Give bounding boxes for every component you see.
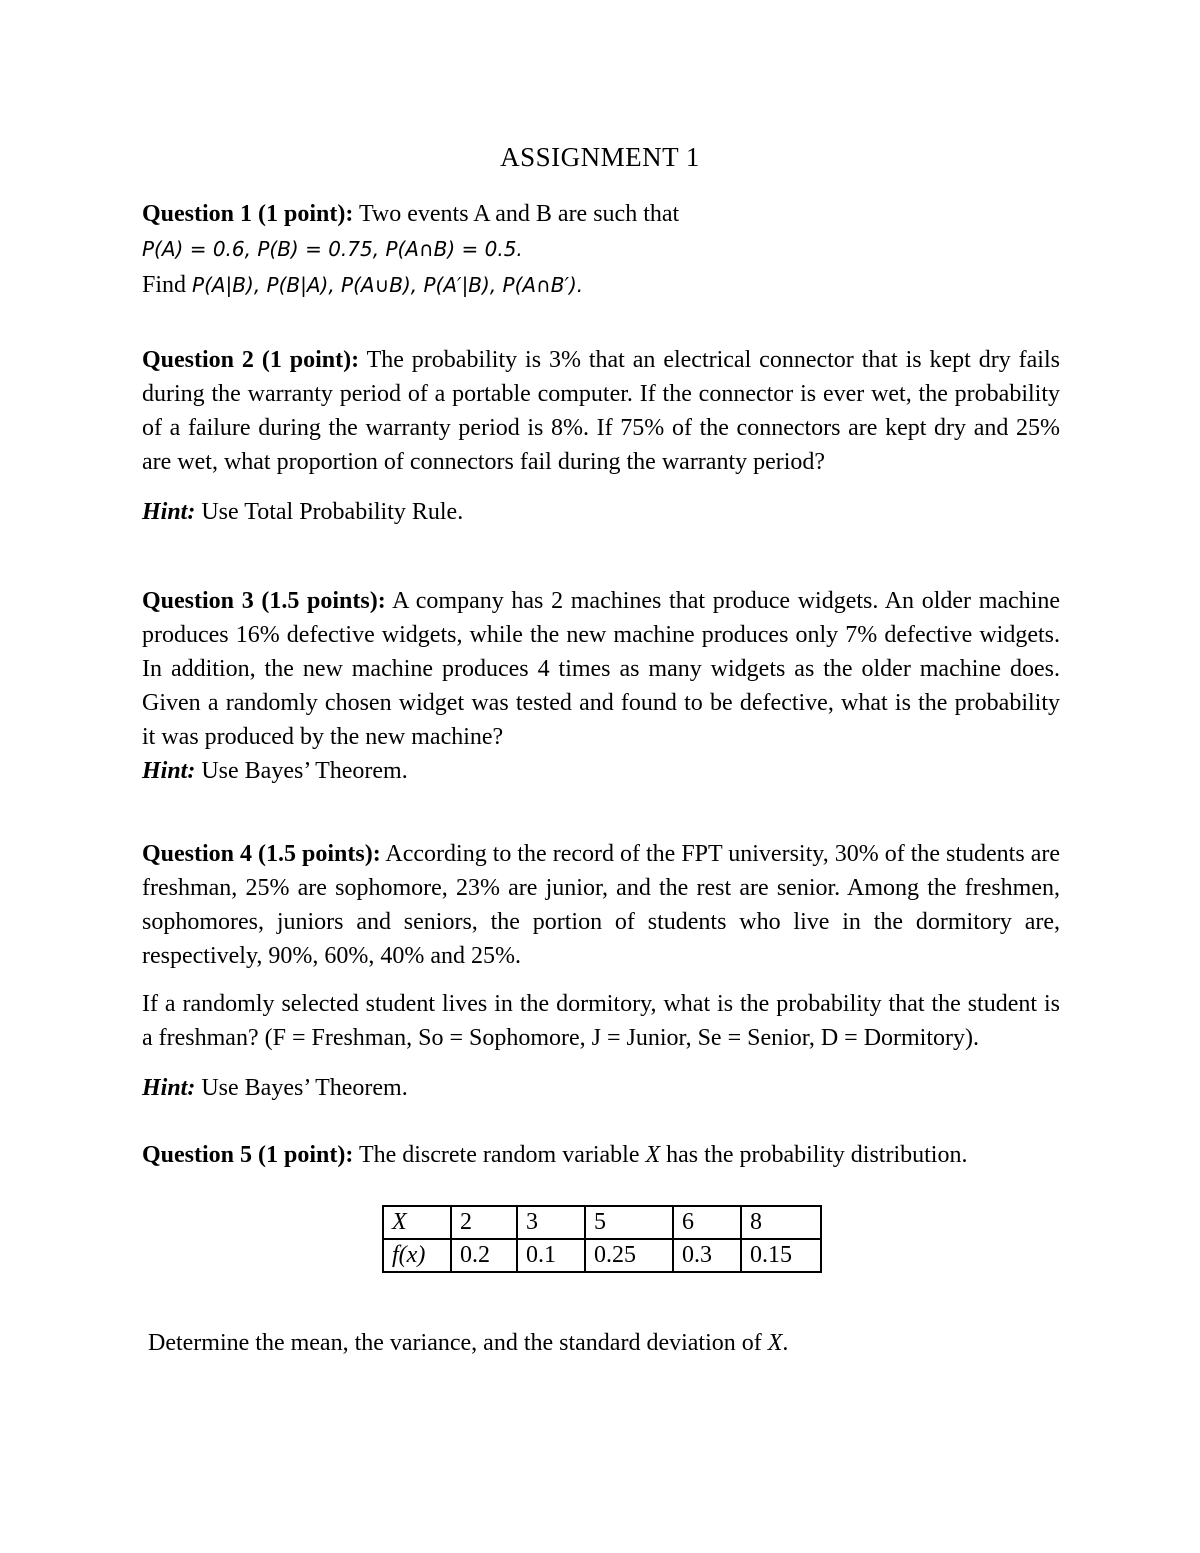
table-row-x <box>383 1206 821 1239</box>
question-4-hint <box>142 1071 1060 1105</box>
question-2-hint-text: Use Total Probability Rule. <box>201 499 464 525</box>
question-5-determine-text: Determine the mean, the variance, and the standard deviation of <box>148 1330 762 1356</box>
question-3-text: A company has 2 machines that produce widgets. An older machine produces 16% defective widgets, while the new machine produces only 7% defective widgets. In addition, the new machine produces 4 times as many widgets as the older machine does. Given a randomly chosen widget was tested and found to be defective, what is the probability it was produced by the new machine? <box>142 588 1060 750</box>
question-2-label: Question 2 (1 point): <box>142 347 360 373</box>
table-cell-fx: 0.25 <box>585 1239 673 1272</box>
question-3 <box>142 584 1060 754</box>
question-5-label: Question 5 (1 point): <box>142 1142 354 1168</box>
distribution-table <box>382 1205 822 1273</box>
question-1-find-line <box>142 267 1060 303</box>
question-4-followup: If a randomly selected student lives in the dormitory, what is the probability that the student is a freshman? (F = Freshman, So = Sophomore, J = Junior, Se = Senior, D = Dormitory). <box>142 991 1060 1051</box>
question-5-text-pre: The discrete random variable <box>358 1142 640 1168</box>
question-4-text: According to the record of the FPT university, 30% of the students are freshman, 25% are sophomore, 23% are junior, and the rest are senior. Among the freshmen, sophomores, juniors and seniors, the portion of students who live in the dormitory are, respectively, 90%, 60%, 40% and 25%. <box>142 841 1060 969</box>
question-4-hint-label: Hint: <box>142 1075 196 1101</box>
table-cell-x: 2 <box>451 1206 517 1239</box>
table-cell-fx: 0.3 <box>673 1239 741 1272</box>
question-1-label: Question 1 (1 point): <box>142 201 354 227</box>
table-header-x: X <box>383 1206 451 1239</box>
table-row-fx <box>383 1239 821 1272</box>
question-3-hint-text: Use Bayes’ Theorem. <box>201 758 408 784</box>
table-header-fx: f(x) <box>383 1239 451 1272</box>
question-4-label: Question 4 (1.5 points): <box>142 841 381 867</box>
question-3-label: Question 3 (1.5 points): <box>142 588 386 614</box>
table-cell-fx: 0.1 <box>517 1239 585 1272</box>
question-5-determine <box>148 1326 1048 1360</box>
table-cell-x: 8 <box>741 1206 821 1239</box>
table-cell-x: 5 <box>585 1206 673 1239</box>
question-4 <box>142 837 1060 973</box>
question-1-find-exprs: P(A|B), P(B|A), P(A∪B), P(A′|B), P(A∩B′). <box>192 273 584 297</box>
question-2 <box>142 343 1060 479</box>
question-2-hint-label: Hint: <box>142 499 196 525</box>
table-cell-fx: 0.15 <box>741 1239 821 1272</box>
question-1-given: P(A) = 0.6, P(B) = 0.75, P(A∩B) = 0.5. <box>142 237 523 261</box>
question-1-find-word: Find <box>142 272 187 298</box>
question-2-hint <box>142 495 1060 529</box>
question-5-var: X <box>645 1142 661 1168</box>
question-1-intro: Two events A and B are such that <box>358 201 680 227</box>
question-5-text-post: has the probability distribution. <box>666 1142 968 1168</box>
question-4-hint-text: Use Bayes’ Theorem. <box>201 1075 408 1101</box>
table-cell-x: 6 <box>673 1206 741 1239</box>
question-5-determine-var: X <box>767 1330 783 1356</box>
question-1-intro-line <box>142 197 1060 231</box>
question-1 <box>142 197 1060 303</box>
question-3-hint <box>142 754 1060 788</box>
table-cell-x: 3 <box>517 1206 585 1239</box>
question-5-determine-end: . <box>782 1330 789 1356</box>
question-2-text: The probability is 3% that an electrical connector that is kept dry fails during the warranty period of a portable computer. If the connector is ever wet, the probability of a failure during the warranty period is 8%. If 75% of the connectors are kept dry and 25% are wet, what proportion of connectors fail during the warranty period? <box>142 347 1060 475</box>
page-title: ASSIGNMENT 1 <box>500 142 700 172</box>
question-5 <box>142 1138 1060 1172</box>
question-3-hint-label: Hint: <box>142 758 196 784</box>
table-cell-fx: 0.2 <box>451 1239 517 1272</box>
